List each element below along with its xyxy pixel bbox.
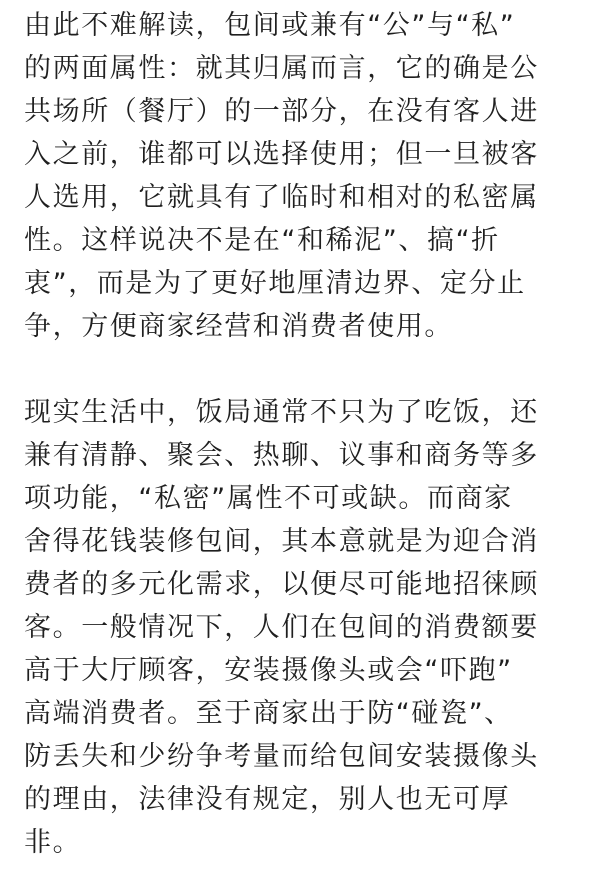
text-line: 舍得花钱装修包间，其本意就是为迎合消 [24,526,539,557]
text-line: 的两面属性：就其归属而言，它的确是公 [24,53,539,84]
text-line: 现实生活中，饭局通常不只为了吃饭，还 [24,397,539,428]
paragraph-1 [24,4,580,348]
article-body [24,4,580,864]
text-line: 客。一般情况下，人们在包间的消费额要 [24,612,539,643]
text-line: 入之前，谁都可以选择使用；但一旦被客 [24,139,539,170]
text-line: 高于大厅顾客，安装摄像头或会“吓跑” [24,655,513,686]
text-line: 共场所（餐厅）的一部分，在没有客人进 [24,96,539,127]
text-line: 高端消费者。至于商家出于防“碰瓷”、 [24,698,513,729]
text-line: 争，方便商家经营和消费者使用。 [24,311,453,342]
text-line: 由此不难解读，包间或兼有“公”与“私” [24,10,516,41]
text-line: 性。这样说决不是在“和稀泥”、搞“折 [24,225,500,256]
text-line: 费者的多元化需求，以便尽可能地招徕顾 [24,569,539,600]
text-line: 人选用，它就具有了临时和相对的私密属 [24,182,539,213]
text-line: 衷”，而是为了更好地厘清边界、定分止 [24,268,526,299]
text-line: 的理由，法律没有规定，别人也无可厚 [24,784,511,815]
text-line: 兼有清静、聚会、热聊、议事和商务等多 [24,440,539,471]
text-line: 非。 [24,827,82,858]
paragraph-2 [24,391,580,864]
text-line: 项功能，“私密”属性不可或缺。而商家 [24,483,513,514]
paragraph-spacer [24,348,580,391]
text-line: 防丢失和少纷争考量而给包间安装摄像头 [24,741,539,772]
